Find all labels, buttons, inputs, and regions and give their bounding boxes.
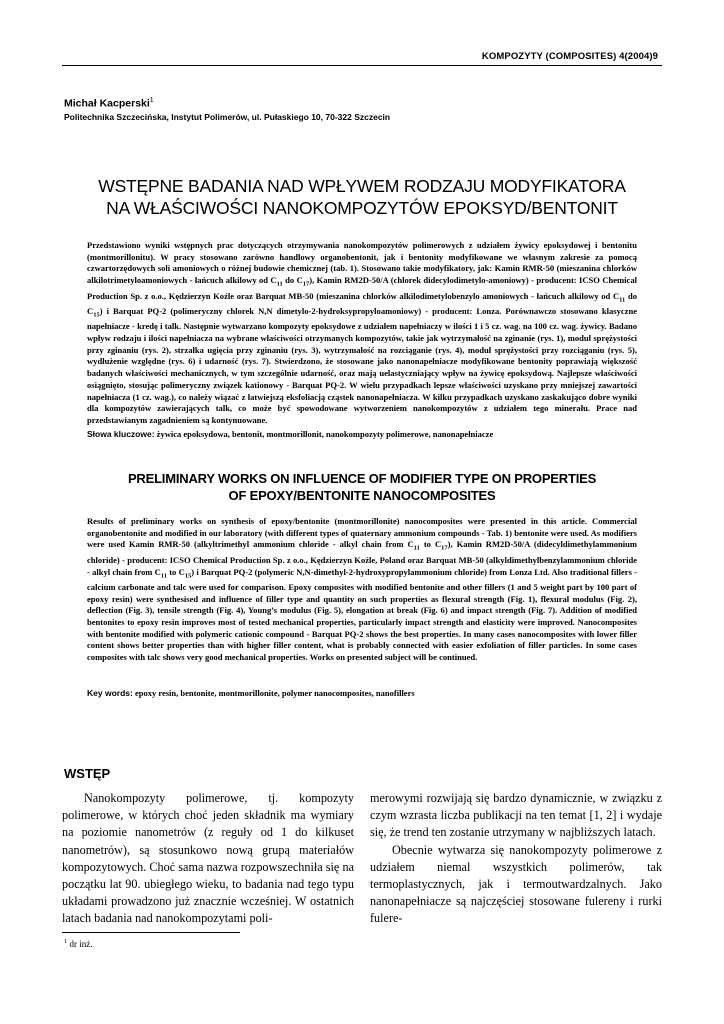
body-paragraph: Nanokompozyty polimerowe, tj. kompozyty polimerowe, w których choć jeden składnik ma wymiary na poziomie nanometrów (z reguły od 1 do kilkuset nanometrów), są stosunkowo nową grupą materiałów kompozytowych. Choć sama nazwa rozpowszechniła się na początku lat 90. ubiegłego wieku, to badania nad tego typu układami prowadzono już znacznie wcześniej. W ostatnich latach badania nad nanokompozytami poli-	[62, 791, 354, 926]
abstract-polish: Przedstawiono wyniki wstępnych prac dotyczących otrzymywania nanokompozytów polimerowych z udziałem żywicy epoksydowej i bentonitu (montmorillonitu). W pracy stosowano zarówno handlowy organobentonit, jak i bentonity modyfikowane we własnym zakresie za pomocą czwartorzędowych soli amoniowych o różnej budowie chemicznej (tab. 1). Stosowano takie modyfikatory, jak: Kamin RMR-50 (mieszanina chlorków alkilotrimetyloamoniowych - łańcuch alkilowy od $C_{11}$ do $C_{17}$), Kamin RM2D-50/A (chlorek didecylodimetylo-amoniowy) - producent: ICSO Chemical Production Sp. z o.o., Kędzierzyn Koźle oraz Barquat MB-50 (mieszanina chlorków alkilodimetylobenzylo amoniowych - łańcuch alkilowy od $C_{11}$ do $C_{15}$) i Barquat PQ-2 (polimeryczny chlorek N,N dimetylo-2-hydroksypropyloamoniowy) - producent: Lonza. Porównawczo stosowano klasyczne napełniacze - kredę i talk. Następnie wytwarzano kompozyty epoksydowe z udziałem napełniaczy w ilości 1 i 5 cz. wag. na 100 cz. wag. żywicy. Badano wpływ rodzaju i ilości napełniacza na wybrane właściwości otrzymanych kompozytów, takie jak wytrzymałość na zginanie (rys. 1), moduł sprężystości przy zginaniu (rys. 2), strzałka ugięcia przy zginaniu (rys. 3), wytrzymałość na rozciąganie (rys. 4), moduł sprężystości przy rozciąganiu (rys. 5), wydłużenie względne (rys. 6) i udarność (rys. 7). Stwierdzono, że stosowane jako nanonapełniacze modyfikowane bentonity poprawiają większość badanych właściwości mechanicznych, w tym szczególnie udarność, oraz mają uelastyczniający wpływ na żywicę epoksydową. Najlepsze właściwości osiągnięto, stosując polimeryczny związek kationowy - Barquat PQ-2. W wielu przypadkach lepsze właściwości uzyskano przy mniejszej zawartości napełniacza (1 cz. wag.), co należy wiązać z łatwiejszą eksfoliacją cząstek nanonapełniacza. W kilku przypadkach uzyskano zaskakująco dobre wyniki dla kompozytów zawierających talk, co może być spowodowane wytworzeniem nanokompozytów z udziałem tego minerału. Prace nad przedstawianym zagadnieniem są kontynuowane.	[87, 240, 637, 425]
keywords-english	[87, 688, 647, 698]
footnote-mark: 1	[64, 938, 68, 945]
footnote	[64, 938, 93, 949]
author-footnote-mark: 1	[149, 97, 154, 104]
author-affiliation: Politechnika Szczecińska, Instytut Polimerów, ul. Pułaskiego 10, 70-322 Szczecin	[64, 112, 391, 122]
title-english-line2: OF EPOXY/BENTONITE NANOCOMPOSITES	[228, 488, 496, 503]
header-rule	[62, 65, 662, 66]
keywords-english-text: epoxy resin, bentonite, montmorillonite, polymer nanocomposites, nanofillers	[134, 688, 415, 698]
title-polish	[70, 175, 654, 219]
title-polish-line1: WSTĘPNE BADANIA NAD WPŁYWEM RODZAJU MODYFIKATORA	[98, 176, 626, 196]
body-paragraph-continued: merowymi rozwijają się bardzo dynamicznie, w związku z czym wzrasta liczba publikacji na ten temat [1, 2] i wydaje się, że trend ten zostanie utrzymany w najbliższych latach.	[370, 791, 662, 840]
keywords-polish-label: Słowa kluczowe:	[87, 429, 155, 439]
title-english-line1: PRELIMINARY WORKS ON INFLUENCE OF MODIFIER TYPE ON PROPERTIES	[127, 471, 597, 486]
body-paragraph: Obecnie wytwarza się nanokompozyty polimerowe z udziałem niemal wszystkich polimerów, tak termoplastycznych, jak i termoutwardzalnych. Jako nanonapełniacze są najczęściej stosowane fulereny i rurki fulere-	[370, 842, 662, 926]
body-column-left	[62, 790, 354, 928]
title-polish-line2: NA WŁAŚCIWOŚCI NANOKOMPOZYTÓW EPOKSYD/BENTONIT	[106, 198, 618, 218]
footnote-text: dr inż.	[69, 939, 93, 949]
body-column-right	[370, 790, 662, 928]
keywords-polish	[87, 429, 647, 439]
abstract-english: Results of preliminary works on synthesis of epoxy/bentonite (montmorillonite) nanocomposites were presented in this article. Commercial organobentonite and modified in our laboratory (with different types of quaternary ammonium compounds - Tab. 1) bentonite were used. As modifiers were used Kamin RMR-50 (alkyltrimethyl ammonium chloride - alkyl chain from $C_{11}$ to $C_{17}$), Kamin RM2D-50/A (didecyldimethylammonium chloride) - producent: ICSO Chemical Production Sp. z o.o., Kędzierzyn Koźle, Poland oraz Barquat MB-50 (alkyldimethylbenzylammonium chloride - alkyl chain from $C_{11}$ to $C_{15}$) i Barquat PQ-2 (polymeric N,N-dimethyl-2-hydroxypropylammonium chloride) from Lonza Ltd. Also traditional fillers - calcium carbonate and talc were used for comparison. Epoxy composites with modified bentonite and other fillers (1 and 5 weight part by 100 part of epoxy resin) were synthesised and influence of filler type and quantity on such properties as flexural strength (Fig. 1), flexural modulus (Fig. 2), deflection (Fig. 3), tensile strength (Fig. 4), Young’s modulus (Fig. 5), elongation at break (Fig. 6) and impact strength (Fig. 7). Addition of modified bentonites to epoxy resin improves most of tested mechanical properties, particularly impact strength and elasticity were improved. Nanocomposites with bentonite modified with polymeric cationic compound - Barquat PQ-2 shows the best properties. In many cases nanocomposites with lower filler content shows better properties than with higher filler content, what is probably connected with easier exfoliation of filler particles. In some cases composites with talc shows very good mechanical properties. Works on presented subject will be continued.	[87, 516, 637, 663]
section-heading: WSTĘP	[64, 766, 111, 781]
journal-header: KOMPOZYTY (COMPOSITES) 4(2004)9	[481, 51, 658, 62]
keywords-english-label: Key words:	[87, 688, 133, 698]
footnote-rule	[62, 932, 240, 933]
author-name	[64, 97, 154, 110]
author-name-text: Michał Kacperski	[64, 97, 150, 110]
title-english	[70, 470, 654, 504]
keywords-polish-text: żywica epoksydowa, bentonit, montmorillonit, nanokompozyty polimerowe, nanonapełniacze	[156, 429, 494, 439]
